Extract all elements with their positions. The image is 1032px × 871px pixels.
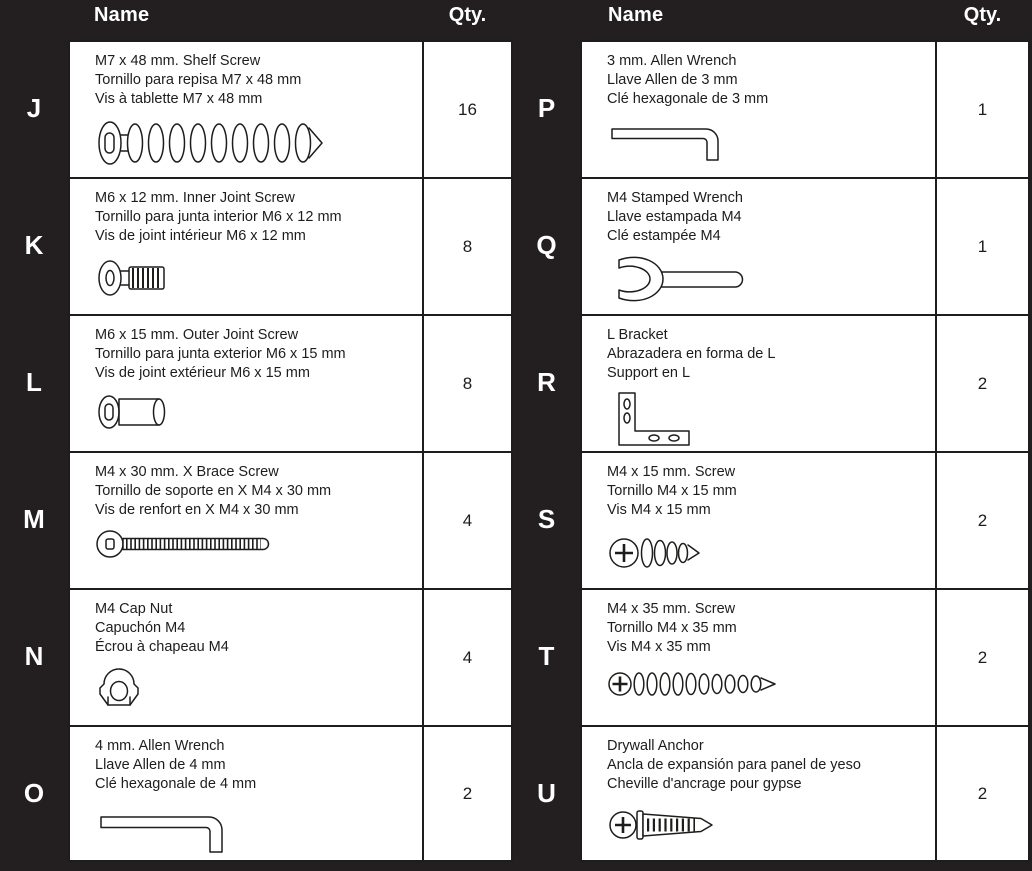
part-illustration bbox=[95, 526, 414, 562]
qty-value: 8 bbox=[422, 314, 513, 451]
table-row bbox=[580, 725, 1030, 862]
part-name-fr: Vis à tablette M7 x 48 mm bbox=[95, 91, 263, 107]
part-name-fr: Vis de joint extérieur M6 x 15 mm bbox=[95, 365, 310, 381]
part-name-fr: Écrou à chapeau M4 bbox=[95, 639, 229, 655]
part-name-fr: Support en L bbox=[607, 365, 691, 381]
part-name-fr: Cheville d'ancrage pour gypse bbox=[607, 776, 802, 792]
qty-column-header: Qty. bbox=[448, 3, 487, 26]
table-header-right bbox=[513, 0, 1030, 40]
part-name-es: Tornillo M4 x 35 mm bbox=[607, 620, 737, 636]
qty-value: 1 bbox=[935, 177, 1030, 314]
row-letter: M bbox=[23, 504, 45, 534]
part-name-en: M6 x 15 mm. Outer Joint Screw bbox=[95, 327, 299, 343]
stamped-wrench-icon bbox=[607, 252, 757, 306]
table-row bbox=[580, 588, 1030, 725]
part-illustration bbox=[607, 252, 927, 306]
rows-right bbox=[580, 40, 1030, 871]
part-name-es: Tornillo para junta interior M6 x 12 mm bbox=[95, 209, 342, 225]
row-letter: J bbox=[26, 93, 42, 123]
part-name-es: Llave estampada M4 bbox=[607, 209, 742, 225]
part-name-es: Capuchón M4 bbox=[95, 620, 186, 636]
x-brace-screw-icon bbox=[95, 526, 295, 562]
part-name-cell bbox=[580, 40, 935, 177]
table-row bbox=[68, 177, 513, 314]
table-row bbox=[580, 40, 1030, 177]
cap-nut-icon bbox=[95, 663, 143, 711]
parts-table-left bbox=[0, 0, 513, 871]
parts-table-right bbox=[513, 0, 1030, 871]
table-row bbox=[68, 314, 513, 451]
part-illustration bbox=[607, 800, 927, 850]
row-letter: O bbox=[23, 778, 45, 808]
part-name-fr: Vis M4 x 15 mm bbox=[607, 502, 711, 518]
part-name-cell bbox=[68, 177, 422, 314]
part-name-en: M4 x 35 mm. Screw bbox=[607, 601, 736, 617]
table-row bbox=[68, 725, 513, 862]
part-illustration bbox=[95, 252, 414, 304]
part-name-es: Ancla de expansión para panel de yeso bbox=[607, 757, 861, 773]
qty-value: 2 bbox=[935, 451, 1030, 588]
qty-value: 2 bbox=[935, 725, 1030, 862]
part-name-cell bbox=[580, 177, 935, 314]
part-name-en: 4 mm. Allen Wrench bbox=[95, 738, 225, 754]
part-name-es: Llave Allen de 3 mm bbox=[607, 72, 738, 88]
qty-value: 4 bbox=[422, 588, 513, 725]
qty-value: 8 bbox=[422, 177, 513, 314]
part-illustration bbox=[95, 663, 414, 711]
part-name-es: Tornillo M4 x 15 mm bbox=[607, 483, 737, 499]
part-name-cell bbox=[68, 725, 422, 862]
row-letter: N bbox=[24, 641, 44, 671]
part-name-cell bbox=[580, 314, 935, 451]
qty-value: 16 bbox=[422, 40, 513, 177]
table-row bbox=[580, 451, 1030, 588]
qty-value: 1 bbox=[935, 40, 1030, 177]
part-name-en: M4 x 30 mm. X Brace Screw bbox=[95, 464, 279, 480]
part-illustration bbox=[607, 526, 927, 584]
part-name-en: M4 Stamped Wrench bbox=[607, 190, 743, 206]
row-letter: Q bbox=[536, 230, 557, 260]
part-illustration bbox=[95, 389, 414, 435]
part-name-es: Tornillo para junta exterior M6 x 15 mm bbox=[95, 346, 346, 362]
row-letter: U bbox=[537, 778, 556, 808]
row-letter: L bbox=[26, 367, 42, 397]
table-row bbox=[580, 177, 1030, 314]
part-name-en: M4 x 15 mm. Screw bbox=[607, 464, 736, 480]
part-name-en: M6 x 12 mm. Inner Joint Screw bbox=[95, 190, 295, 206]
part-name-fr: Vis de joint intérieur M6 x 12 mm bbox=[95, 228, 306, 244]
part-name-en: Drywall Anchor bbox=[607, 738, 704, 754]
allen-wrench-icon bbox=[607, 115, 739, 165]
outer-joint-screw-icon bbox=[95, 389, 195, 435]
rows-left bbox=[68, 40, 513, 871]
part-name-fr: Clé estampée M4 bbox=[607, 228, 721, 244]
part-name-cell bbox=[68, 314, 422, 451]
qty-value: 2 bbox=[935, 314, 1030, 451]
part-name-en: M7 x 48 mm. Shelf Screw bbox=[95, 53, 261, 69]
qty-value: 2 bbox=[935, 588, 1030, 725]
allen-wrench-icon bbox=[95, 800, 245, 858]
part-name-cell bbox=[68, 451, 422, 588]
table-row bbox=[68, 451, 513, 588]
part-illustration bbox=[607, 663, 927, 705]
part-name-fr: Clé hexagonale de 4 mm bbox=[95, 776, 257, 792]
part-name-es: Tornillo para repisa M7 x 48 mm bbox=[95, 72, 302, 88]
table-row bbox=[68, 588, 513, 725]
l-bracket-icon bbox=[607, 389, 697, 451]
part-illustration bbox=[607, 115, 927, 165]
row-letter: T bbox=[538, 641, 555, 671]
part-name-cell bbox=[580, 451, 935, 588]
name-column-header: Name bbox=[94, 3, 150, 26]
part-name-en: M4 Cap Nut bbox=[95, 601, 173, 617]
shelf-screw-icon bbox=[95, 115, 327, 171]
table-row bbox=[580, 314, 1030, 451]
qty-column-header: Qty. bbox=[963, 3, 1002, 26]
part-name-cell bbox=[580, 725, 935, 862]
part-name-en: L Bracket bbox=[607, 327, 668, 343]
part-name-fr: Vis M4 x 35 mm bbox=[607, 639, 711, 655]
name-column-header: Name bbox=[608, 3, 664, 26]
table-body-right bbox=[513, 40, 1030, 871]
part-name-es: Llave Allen de 4 mm bbox=[95, 757, 226, 773]
part-name-fr: Clé hexagonale de 3 mm bbox=[607, 91, 769, 107]
table-body-left bbox=[0, 40, 513, 871]
row-letter: S bbox=[537, 504, 556, 534]
part-name-cell bbox=[68, 588, 422, 725]
row-letter: R bbox=[537, 367, 556, 397]
part-name-es: Abrazadera en forma de L bbox=[607, 346, 776, 362]
letter-column-left bbox=[0, 40, 68, 871]
part-name-en: 3 mm. Allen Wrench bbox=[607, 53, 737, 69]
part-illustration bbox=[95, 115, 414, 171]
row-letter: K bbox=[24, 230, 44, 260]
qty-value: 2 bbox=[422, 725, 513, 862]
part-name-cell bbox=[68, 40, 422, 177]
inner-joint-screw-icon bbox=[95, 252, 195, 304]
table-header-left bbox=[0, 0, 513, 40]
long-screw-icon bbox=[607, 663, 792, 705]
part-illustration bbox=[95, 800, 414, 858]
drywall-anchor-icon bbox=[607, 800, 727, 850]
row-letter: P bbox=[537, 93, 556, 123]
letter-column-right bbox=[513, 40, 580, 871]
part-name-es: Tornillo de soporte en X M4 x 30 mm bbox=[95, 483, 332, 499]
qty-value: 4 bbox=[422, 451, 513, 588]
table-row bbox=[68, 40, 513, 177]
short-screw-icon bbox=[607, 526, 722, 584]
part-illustration bbox=[607, 389, 927, 451]
part-name-fr: Vis de renfort en X M4 x 30 mm bbox=[95, 502, 299, 518]
part-name-cell bbox=[580, 588, 935, 725]
